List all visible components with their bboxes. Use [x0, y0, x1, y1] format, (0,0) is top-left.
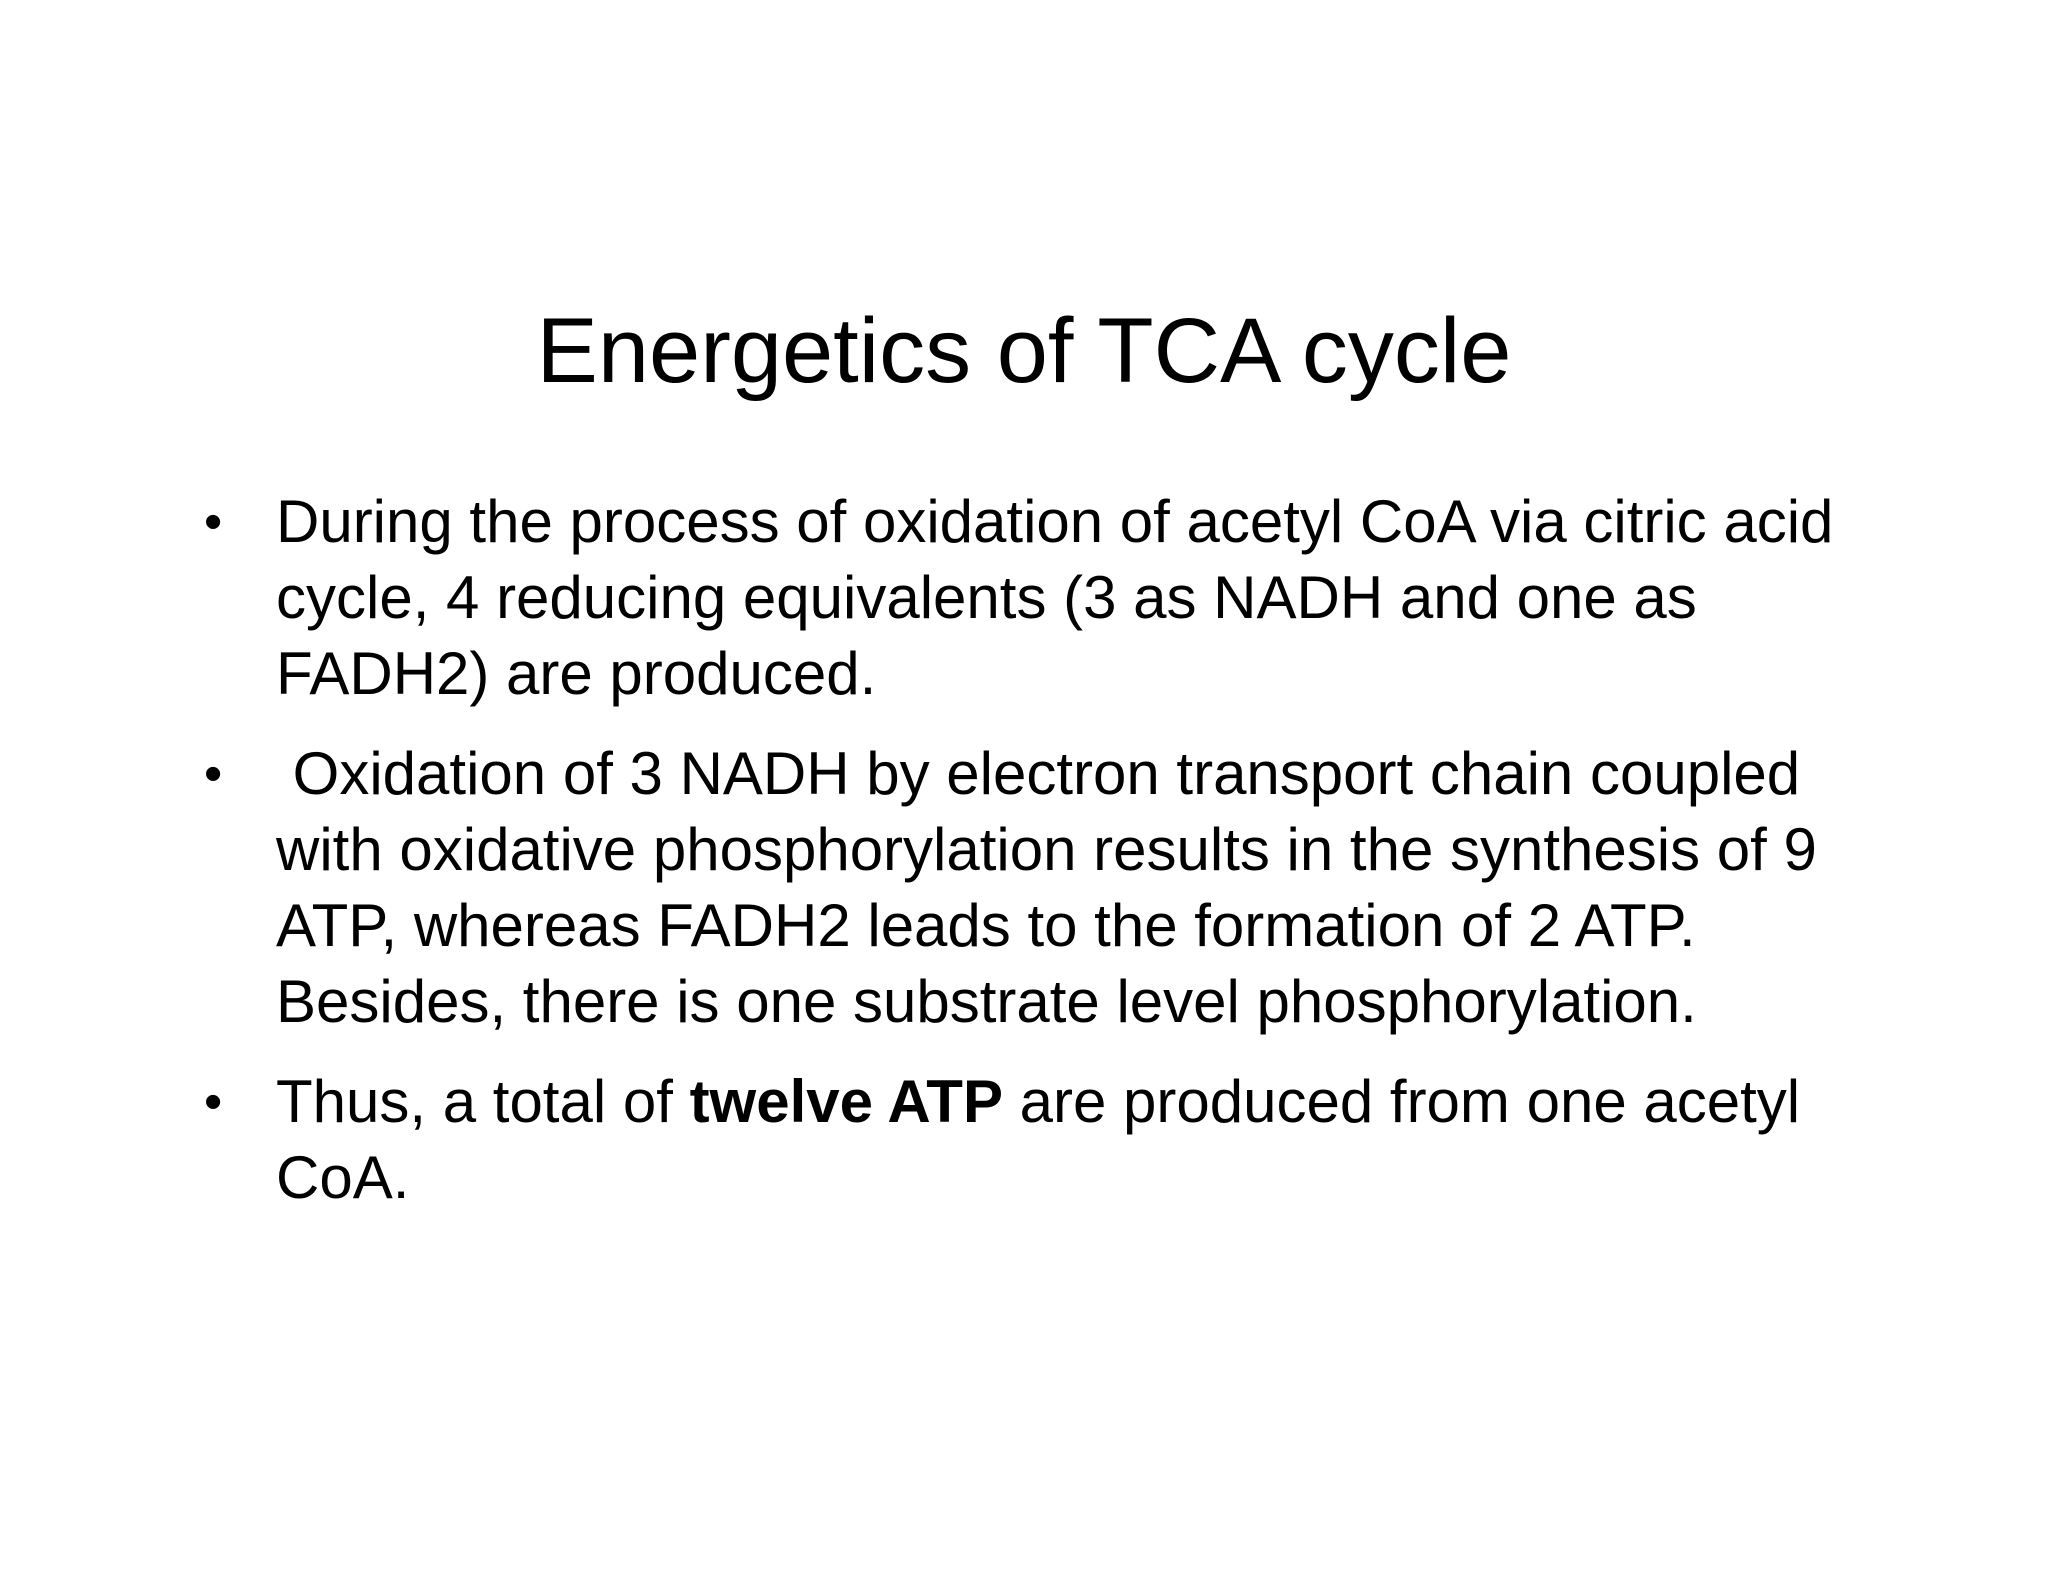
bullet-text: During the process of oxidation of acetyl CoA via citric acid cycle, 4 reducing equivalents (3 as NADH and one as FADH2) are produced.: [276, 488, 1834, 707]
bullet-text: Oxidation of 3 NADH by electron transport chain coupled with oxidative phosphorylation results in the synthesis of 9 ATP, whereas FADH2 leads to the formation of 2 ATP. Besides, there is one substrate level phosphorylation.: [276, 740, 1831, 1035]
bullet-text-start: Thus, a total of: [276, 1068, 690, 1135]
bullet-text-end: are produced from one acetyl CoA.: [276, 1068, 1817, 1211]
bullet-item: [204, 484, 1896, 712]
slide-title: Energetics of TCA cycle: [536, 300, 1512, 402]
bullet-item: [204, 1064, 1896, 1216]
bullet-text: [276, 1068, 1817, 1211]
bullet-item: [204, 736, 1896, 1040]
bullet-icon: •: [204, 493, 223, 551]
bullet-text-emphasis: twelve ATP: [689, 1068, 1003, 1135]
bullet-icon: •: [204, 745, 223, 803]
bullet-list: [204, 484, 1896, 1240]
bullet-icon: •: [204, 1073, 223, 1131]
